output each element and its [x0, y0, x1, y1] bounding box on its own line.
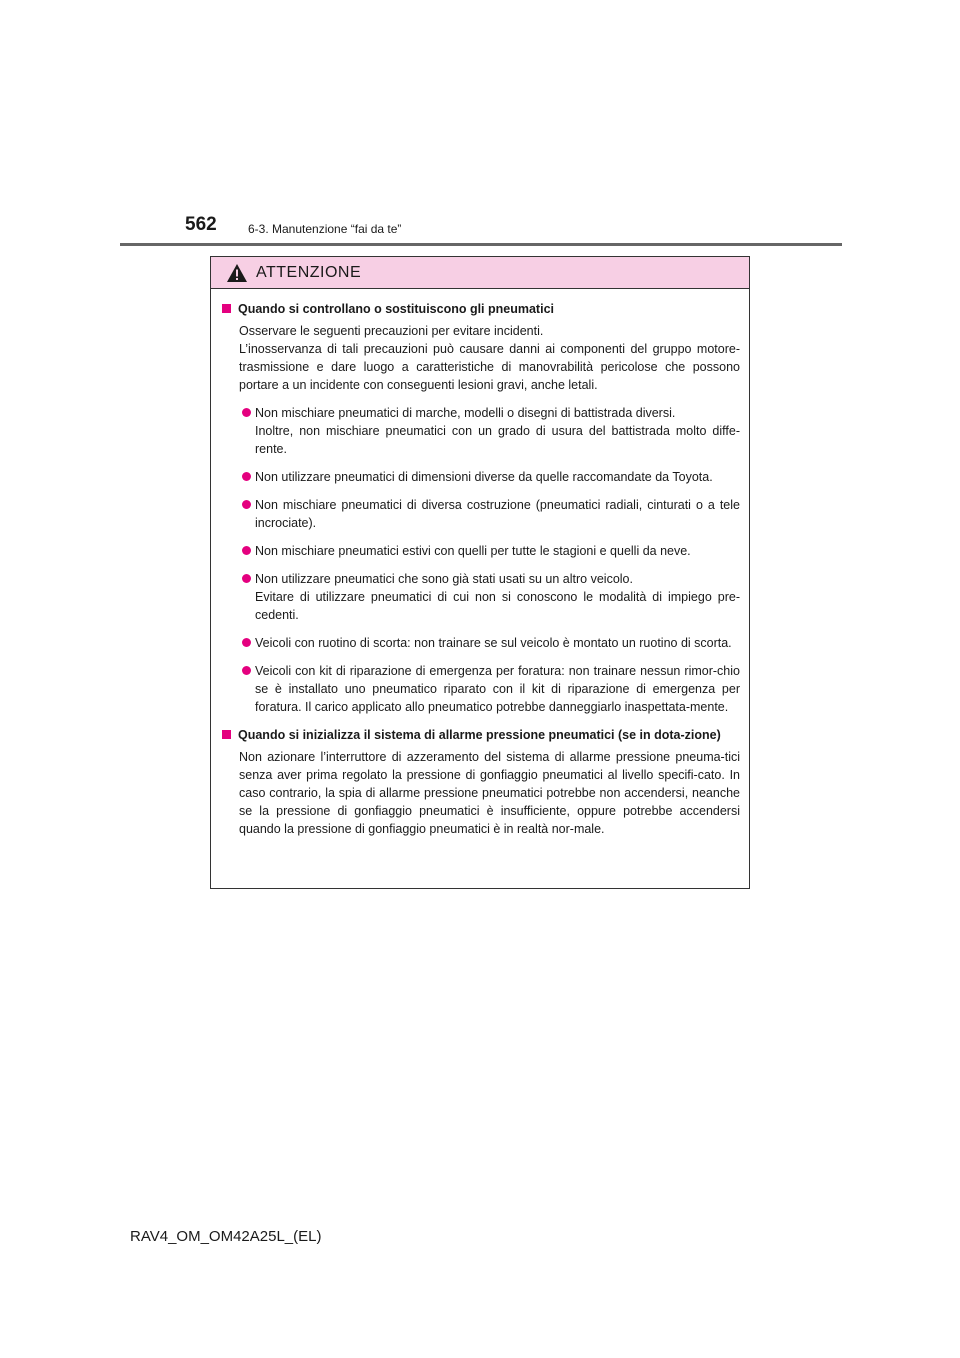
warning-box [210, 256, 750, 889]
intro-paragraph: Osservare le seguenti precauzioni per evitare incidenti. L’inosservanza di tali precauzioni può causare danni ai componenti del gruppo motore-trasmissione e dare luogo a caratteristiche di manovrabilità pericolose che possono portare a un incidente con conseguenti lesioni gravi, anche letali. [239, 324, 740, 392]
round-bullet-icon [242, 472, 251, 481]
list-item: Non mischiare pneumatici di marche, modelli o disegni di battistrada diversi. Inoltre, non mischiare pneumatici con un grado di usura del battistrada molto diffe-rente. [239, 404, 740, 458]
round-bullet-icon [242, 638, 251, 647]
list-item: Non mischiare pneumatici di diversa costruzione (pneumatici radiali, cinturati o a tele incrociate). [239, 496, 740, 532]
round-bullet-icon [242, 408, 251, 417]
page-number: 562 [185, 214, 217, 235]
round-bullet-icon [242, 546, 251, 555]
list-item: Non utilizzare pneumatici di dimensioni diverse da quelle raccomandate da Toyota. [239, 468, 740, 486]
square-bullet-icon [222, 730, 231, 739]
precaution-list [239, 404, 740, 716]
round-bullet-icon [242, 500, 251, 509]
list-item: Non mischiare pneumatici estivi con quelli per tutte le stagioni e quelli da neve. [239, 542, 740, 560]
square-bullet-icon [222, 304, 231, 313]
warning-triangle-icon [226, 263, 248, 283]
round-bullet-icon [242, 574, 251, 583]
list-item: Veicoli con kit di riparazione di emergenza per foratura: non trainare nessun rimor-chio se è installato uno pneumatico riparato con il kit di riparazione di emergenza per foratura. Il carico applicato allo pneumatico potrebbe danneggiarlo inaspettata-mente. [239, 662, 740, 716]
document-code: RAV4_OM_OM42A25L_(EL) [130, 1228, 322, 1245]
list-item: Non utilizzare pneumatici che sono già stati usati su un altro veicolo. Evitare di utilizzare pneumatici di cui non si conoscono le modalità di impiego pre-cedenti. [239, 570, 740, 624]
warning-title: ATTENZIONE [256, 263, 362, 281]
section-title: 6-3. Manutenzione “fai da te” [248, 222, 402, 236]
tpms-paragraph: Non azionare l’interruttore di azzeramento del sistema di allarme pressione pneuma-tici senza aver prima regolato la pressione di gonfiaggio pneumatici al livello specifi-cato. In caso contrario, la spia di allarme pressione pneumatici potrebbe non accendersi, neanche se la pressione di gonfiaggio pneumatici è insufficiente, oppure potrebbe accendersi quando la pressione di gonfiaggio pneumatici è in realtà nor-male. [239, 750, 740, 836]
section-heading-tpms: Quando si inizializza il sistema di allarme pressione pneumatici (se in dota-zione) [219, 726, 740, 744]
warning-body [211, 289, 749, 838]
header-divider [120, 243, 842, 246]
section-heading-tires: Quando si controllano o sostituiscono gli pneumatici [219, 300, 740, 318]
list-item: Veicoli con ruotino di scorta: non trainare se sul veicolo è montato un ruotino di scorta. [239, 634, 740, 652]
warning-header [211, 257, 749, 289]
round-bullet-icon [242, 666, 251, 675]
